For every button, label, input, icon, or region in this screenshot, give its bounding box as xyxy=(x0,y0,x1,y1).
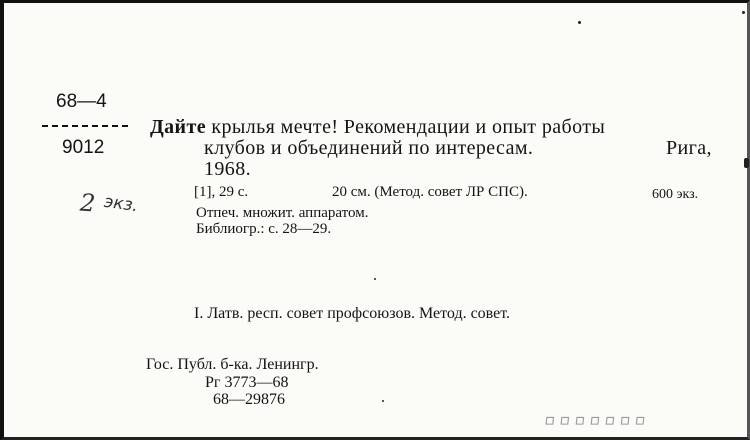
entry-title-rest: крылья мечте! Рекомендации и опыт работы xyxy=(205,116,606,138)
print-run: 600 экз. xyxy=(652,187,699,202)
entry-place: Рига, xyxy=(666,137,712,159)
entry-title-line xyxy=(150,116,605,139)
entry-title-bold: Дайте xyxy=(150,116,206,138)
scan-speck xyxy=(374,278,376,280)
faded-stamp: ▫▫▫▫▫▫▫ xyxy=(542,407,651,431)
printing-note: Отпеч. множит. аппаратом. xyxy=(196,205,369,221)
handwritten-copies-word: экз. xyxy=(102,191,140,217)
scan-speck xyxy=(578,21,581,24)
call-number-top: 68—4 xyxy=(56,91,107,112)
call-number-bottom: 9012 xyxy=(62,137,105,158)
holder-card-number: 68—29876 xyxy=(213,391,285,408)
scan-speck xyxy=(742,11,745,14)
subject-heading: I. Латв. респ. совет профсоюзов. Метод. совет. xyxy=(194,305,511,322)
bibliography-note: Библиогр.: с. 28—29. xyxy=(196,221,332,237)
entry-year: 1968. xyxy=(204,158,251,180)
handwritten-copies-number: 2 xyxy=(79,188,97,218)
scan-speck xyxy=(744,158,749,168)
holder-library: Гос. Публ. б-ка. Ленингр. xyxy=(146,356,319,373)
holder-inventory: Рг 3773—68 xyxy=(205,374,289,391)
scan-speck xyxy=(382,400,384,402)
call-number-divider xyxy=(42,125,128,127)
collation-pages: [1], 29 с. xyxy=(194,184,249,200)
entry-continuation-1: клубов и объединений по интересам. xyxy=(204,137,534,159)
collation-series: 20 см. (Метод. совет ЛР СПС). xyxy=(332,184,528,200)
